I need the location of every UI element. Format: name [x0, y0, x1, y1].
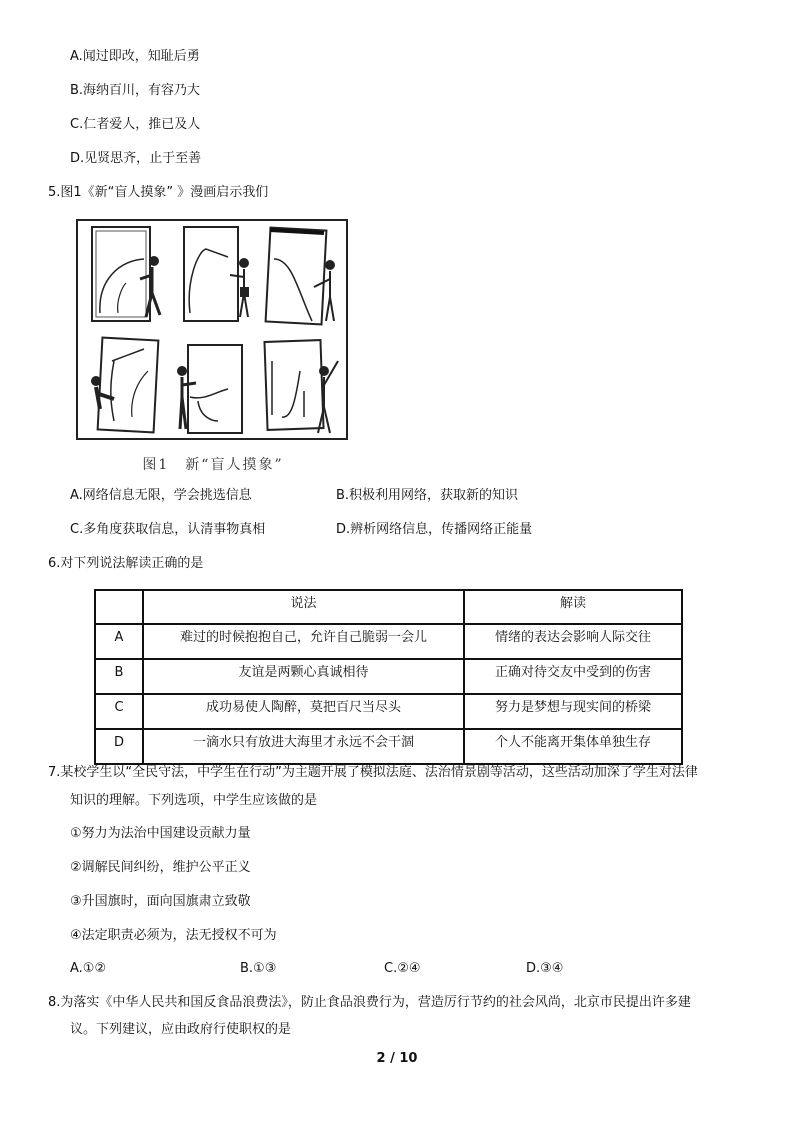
table-row — [95, 624, 682, 659]
page-number: 2 / 10 — [376, 1051, 418, 1066]
q7-option-b: B.①③ — [240, 961, 277, 976]
table-cell: A — [95, 624, 143, 659]
table-header-row — [95, 590, 682, 624]
table-cell: C — [95, 694, 143, 729]
q8-stem-line2: 议。下列建议，应由政府行使职权的是 — [70, 1022, 292, 1037]
table-cell: B — [95, 659, 143, 694]
q6-stem: 6.对下列说法解读正确的是 — [48, 556, 204, 571]
elephant-comic-illustration — [78, 221, 346, 438]
q7-option-a: A.①② — [70, 961, 107, 976]
table-cell: 难过的时候抱抱自己，允许自己脆弱一会儿 — [143, 624, 464, 659]
q4-option-b: B.海纳百川，有容乃大 — [70, 83, 201, 98]
q5-option-a: A.网络信息无限，学会挑选信息 — [70, 488, 252, 503]
q6-table — [94, 589, 683, 765]
q8-stem-line1: 8.为落实《中华人民共和国反食品浪费法》，防止食品浪费行为，营造厉行节约的社会风尚，北京市民提出许多建 — [48, 995, 691, 1010]
q5-stem: 5.图1《新“盲人摸象” 》漫画启示我们 — [48, 185, 269, 200]
q4-option-d: D.见贤思齐，止于至善 — [70, 151, 202, 166]
table-header-cell: 解读 — [464, 590, 682, 624]
table-cell: D — [95, 729, 143, 764]
table-row — [95, 659, 682, 694]
q7-item-2: ②调解民间纠纷，维护公平正义 — [70, 860, 251, 875]
q7-item-3: ③升国旗时，面向国旗肃立致敬 — [70, 894, 251, 909]
q5-option-b: B.积极利用网络，获取新的知识 — [336, 488, 519, 503]
q5-option-c: C.多角度获取信息，认清事物真相 — [70, 522, 266, 537]
q7-stem-line2: 知识的理解。下列选项，中学生应该做的是 — [70, 793, 318, 808]
comic-figure — [76, 219, 348, 440]
table-cell: 情绪的表达会影响人际交往 — [464, 624, 682, 659]
table-header-cell: 说法 — [143, 590, 464, 624]
table-cell: 正确对待交友中受到的伤害 — [464, 659, 682, 694]
q4-option-a: A.闻过即改，知耻后勇 — [70, 49, 200, 64]
table-cell: 成功易使人陶醉，莫把百尺当尽头 — [143, 694, 464, 729]
q7-option-d: D.③④ — [526, 961, 564, 976]
q7-option-c: C.②④ — [384, 961, 421, 976]
table-cell: 友谊是两颗心真诚相待 — [143, 659, 464, 694]
table-cell: 个人不能离开集体单独生存 — [464, 729, 682, 764]
table-row — [95, 729, 682, 764]
figure-caption: 图1 新“盲人摸象” — [142, 457, 284, 473]
table-cell: 一滴水只有放进大海里才永远不会干涸 — [143, 729, 464, 764]
q4-option-c: C.仁者爱人，推已及人 — [70, 117, 201, 132]
q5-option-d: D.辨析网络信息，传播网络正能量 — [336, 522, 533, 537]
table-cell: 努力是梦想与现实间的桥梁 — [464, 694, 682, 729]
q7-item-1: ①努力为法治中国建设贡献力量 — [70, 826, 251, 841]
q7-stem-line1: 7.某校学生以“全民守法，中学生在行动”为主题开展了模拟法庭、法治情景剧等活动，这些活动加深了学生对法律 — [48, 765, 698, 780]
table-header-cell — [95, 590, 143, 624]
q7-item-4: ④法定职责必须为，法无授权不可为 — [70, 928, 277, 943]
table-row — [95, 694, 682, 729]
